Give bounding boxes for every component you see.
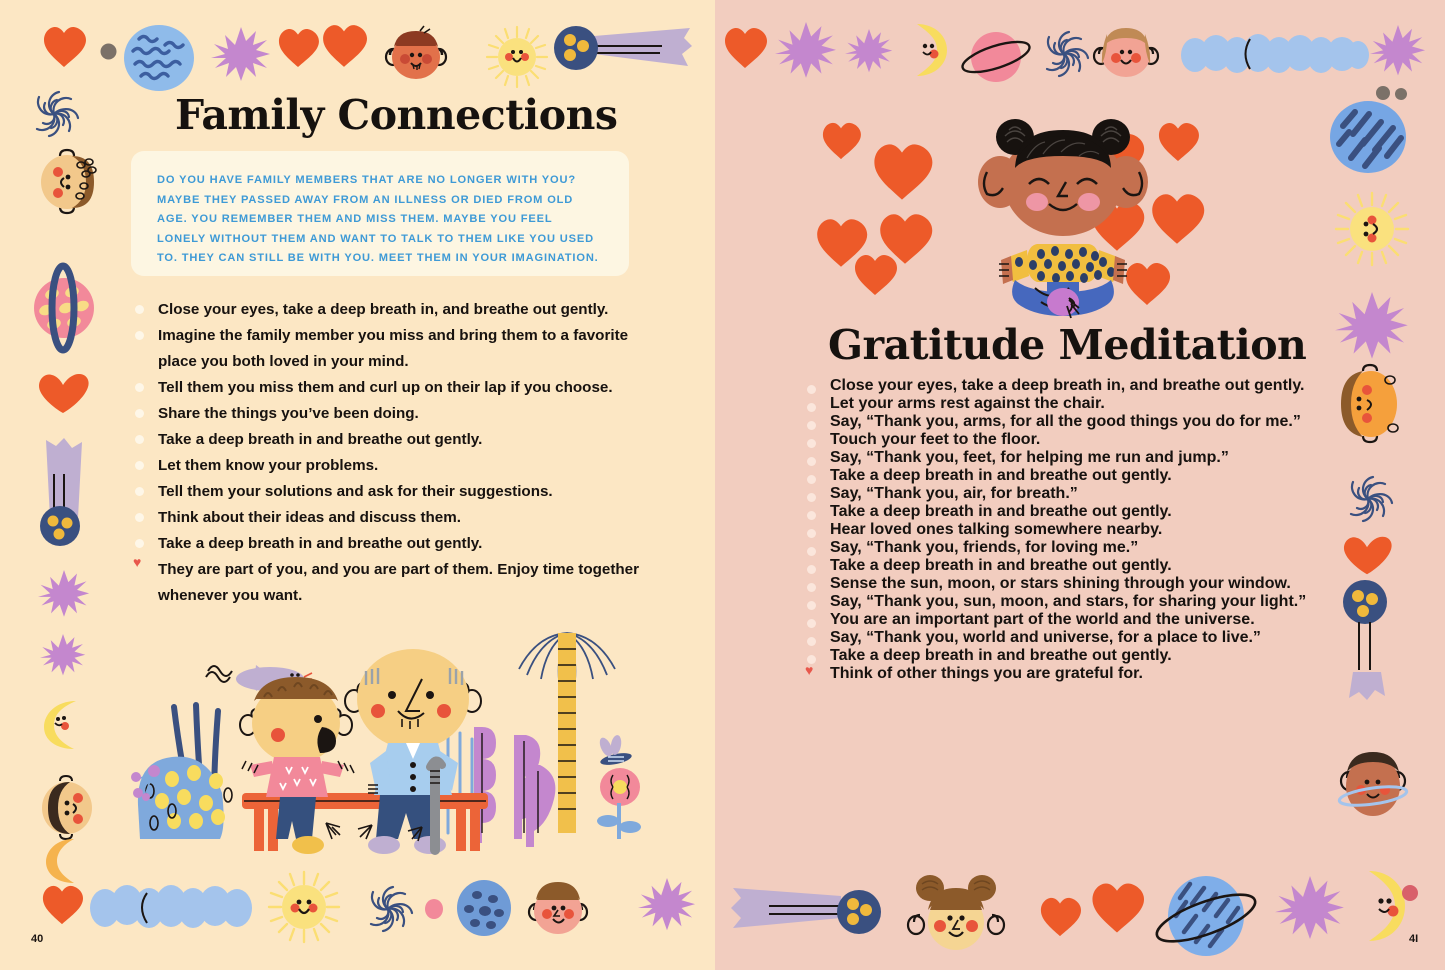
striped-planet-icon [123, 24, 195, 92]
heart-icon [1157, 122, 1199, 162]
list-item-text: Tell them your solutions and ask for their suggestions. [158, 483, 553, 501]
page-title: Family Connections [175, 91, 618, 139]
list-item-text: Say, “Thank you, friends, for loving me.” [830, 539, 1139, 556]
list-item [805, 485, 1340, 503]
list-item-text: Share the things you’ve been doing. [158, 404, 419, 422]
bullet-dot-icon [135, 461, 144, 470]
heart-icon [821, 122, 861, 160]
heart-icon [38, 372, 90, 414]
list-item-text: Take a deep breath in and breathe out gently. [830, 467, 1172, 484]
bullet-dot-icon [807, 511, 816, 520]
list-item-text: Say, “Thank you, air, for breath.” [830, 485, 1078, 502]
face-orange-curly-icon [1335, 362, 1411, 446]
list-item [805, 503, 1340, 521]
bullet-dot-icon [807, 619, 816, 628]
blue-spiral-icon [359, 880, 417, 938]
face-buns-icon [900, 870, 1012, 954]
striped-planet-icon [1329, 100, 1407, 174]
comet-icon [725, 886, 885, 940]
list-item [805, 449, 1340, 467]
ringed-pink-planet-icon [960, 30, 1032, 86]
intro-callout-box [131, 151, 629, 276]
small-dot-icon [1401, 884, 1419, 902]
purple-star-icon [1275, 876, 1345, 946]
bullet-dot-icon [807, 547, 816, 556]
list-item-text: Say, “Thank you, world and universe, for a place to live.” [830, 629, 1261, 646]
purple-star-icon [1370, 25, 1426, 81]
list-item [805, 629, 1340, 647]
page-number: 4I [1409, 933, 1419, 945]
list-item-text: Say, “Thank you, sun, moon, and stars, for sharing your light.” [830, 593, 1307, 610]
list-item-text: Say, “Thank you, arms, for all the good things you do for me.” [830, 413, 1301, 430]
list-item [805, 467, 1340, 485]
bullet-dot-icon [807, 493, 816, 502]
intro-text: DO YOU HAVE FAMILY MEMBERS THAT ARE NO LONGER WITH YOU? MAYBE THEY PASSED AWAY FROM AN ILLNESS OR DIED FROM OLD AGE. YOU REMEMBER THEM AND MISS THEM. MAYBE YOU FEEL LONELY WITHOUT THEM AND WANT TO TALK TO THEM LIKE YOU USED TO. THEY CAN STILL BE WITH YOU. MEET THEM IN YOUR IMAGINATION. [157, 174, 599, 265]
gratitude-meditation-steps-list [805, 377, 1340, 683]
purple-star-icon [1335, 292, 1409, 366]
bullet-dot-icon [135, 383, 144, 392]
blue-spiral-icon [25, 85, 83, 143]
list-item [805, 611, 1340, 629]
list-item [133, 505, 658, 531]
list-item [133, 531, 658, 557]
purple-star-icon [845, 29, 893, 77]
list-item [805, 395, 1340, 413]
list-item [805, 521, 1340, 539]
blue-caterpillar-icon [89, 883, 254, 933]
list-item-final [133, 557, 658, 608]
bullet-dot-icon [807, 583, 816, 592]
heart-bullet-icon [133, 564, 145, 576]
face-moon-icon [40, 697, 86, 753]
bullet-dot-icon [807, 457, 816, 466]
list-item-text: Sense the sun, moon, or stars shining through your window. [830, 575, 1291, 592]
purple-star-icon [38, 570, 90, 622]
page-number: 40 [31, 933, 44, 945]
list-item-text: Take a deep breath in and breathe out gently. [158, 535, 483, 553]
bullet-dot-icon [807, 403, 816, 412]
list-item-text: Close your eyes, take a deep breath in, and breathe out gently. [830, 377, 1305, 394]
striped-ringed-planet-icon [1150, 866, 1266, 970]
comet-icon [550, 26, 690, 78]
bullet-dot-icon [135, 331, 144, 340]
purple-star-icon [211, 27, 271, 87]
list-item-text: Take a deep breath in and breathe out gently. [158, 430, 483, 448]
heart-icon [723, 27, 767, 69]
list-item-text: Think about their ideas and discuss them. [158, 509, 461, 527]
sun-face-icon [1335, 192, 1409, 266]
blue-caterpillar-icon [1180, 32, 1370, 78]
list-item-text: Imagine the family member you miss and bring them to a favorite place you both loved in your mind. [158, 327, 629, 370]
heart-icon [1039, 895, 1081, 939]
list-item [133, 401, 658, 427]
bullet-dot-icon [135, 305, 144, 314]
list-item [805, 539, 1340, 557]
list-item [133, 375, 658, 401]
purple-star-icon [40, 634, 86, 680]
face-moon-small-icon [42, 837, 84, 885]
heart-icon [41, 884, 83, 926]
sun-face-icon [486, 26, 548, 88]
list-item-text: Take a deep breath in and breathe out gently. [830, 503, 1172, 520]
face-curly-hair-icon [34, 148, 108, 216]
heart-icon [321, 24, 367, 68]
bullet-dot-icon [135, 539, 144, 548]
list-item-text: Tell them you miss them and curl up on their lap if you choose. [158, 378, 613, 396]
list-item-text: Let them know your problems. [158, 457, 379, 475]
list-item [805, 593, 1340, 611]
comet-icon [38, 436, 86, 546]
dotted-blue-planet-icon [455, 879, 513, 937]
bullet-dot-icon [807, 439, 816, 448]
bullet-dot-icon [807, 475, 816, 484]
blue-spiral-icon [1339, 470, 1397, 528]
face-brown-hair-icon [524, 878, 592, 936]
heart-icon [852, 254, 898, 296]
purple-star-icon [775, 22, 837, 84]
sun-face-icon [268, 871, 340, 943]
right-page [715, 0, 1445, 970]
face-dark-hair-icon [36, 775, 102, 841]
list-item [133, 479, 658, 505]
list-item [805, 413, 1340, 431]
list-item [805, 377, 1340, 395]
face-dark-planet-icon [1331, 750, 1411, 824]
heart-icon [1343, 534, 1393, 576]
bullet-dot-icon [135, 513, 144, 522]
bullet-dot-icon [807, 637, 816, 646]
left-page [0, 0, 715, 970]
list-item-text: Touch your feet to the floor. [830, 431, 1041, 448]
bullet-dot-icon [135, 487, 144, 496]
small-dot-icon [100, 43, 117, 60]
purple-star-icon [638, 878, 696, 936]
moon-face-icon [905, 22, 951, 78]
list-item-text: Close your eyes, take a deep breath in, and breathe out gently. [158, 301, 609, 318]
list-item-text: Hear loved ones talking somewhere nearby. [830, 521, 1163, 538]
illustration-child-and-grandparent [130, 615, 650, 880]
bullet-dot-icon [807, 601, 816, 610]
bullet-dot-icon [135, 409, 144, 418]
moon-face-icon [1353, 869, 1411, 943]
pink-dot-icon [424, 898, 444, 920]
list-item [805, 431, 1340, 449]
bullet-dot-icon [807, 385, 816, 394]
list-item [133, 453, 658, 479]
heart-icon [277, 28, 319, 68]
face-red-hair-icon [380, 25, 452, 81]
list-item [133, 323, 658, 374]
list-item-text: Let your arms rest against the chair. [830, 395, 1105, 412]
list-item [133, 297, 658, 323]
comet-icon [1339, 580, 1391, 700]
list-item [805, 557, 1340, 575]
list-item [805, 575, 1340, 593]
list-item-text: Take a deep breath in and breathe out gently. [830, 557, 1172, 574]
heart-icon [871, 143, 933, 201]
list-item-text: Think of other things you are grateful for. [830, 665, 1143, 682]
list-item-text: They are part of you, and you are part of them. Enjoy time together whenever you want. [158, 561, 640, 605]
bullet-dot-icon [807, 529, 816, 538]
heart-bullet-icon [805, 672, 817, 684]
page-title: Gratitude Meditation [828, 321, 1307, 369]
list-item-text: Say, “Thank you, feet, for helping me run and jump.” [830, 449, 1229, 466]
family-connections-steps-list [133, 297, 658, 609]
bullet-dot-icon [807, 565, 816, 574]
heart-icon [1090, 880, 1144, 936]
heart-icon [42, 26, 86, 68]
bullet-dot-icon [135, 435, 144, 444]
list-item [805, 647, 1340, 665]
list-item-text: You are an important part of the world and the universe. [830, 611, 1255, 628]
list-item [133, 427, 658, 453]
list-item-text: Take a deep breath in and breathe out gently. [830, 647, 1172, 664]
bullet-dot-icon [807, 421, 816, 430]
illustration-meditating-girl [963, 110, 1163, 315]
blue-spiral-icon [1035, 25, 1093, 83]
face-tan-hair-icon [1087, 24, 1165, 80]
list-item-final [805, 665, 1340, 683]
ringed-pink-planet-icon [32, 258, 100, 358]
